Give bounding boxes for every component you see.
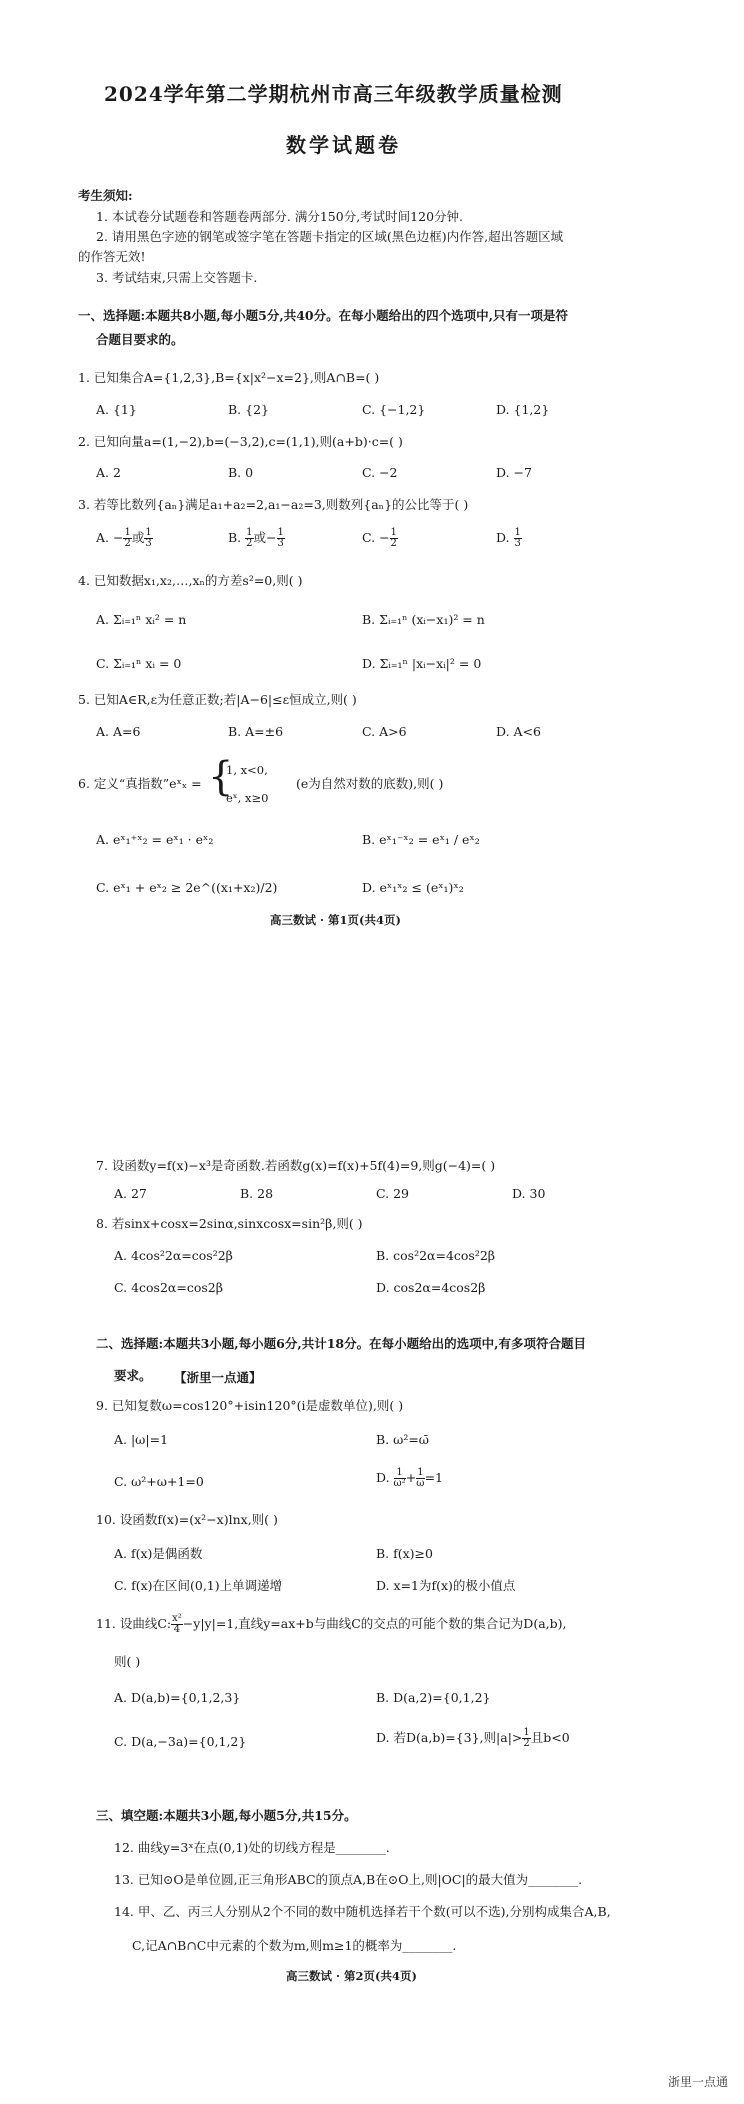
section1-heading-cont: 合题目要求的。 [96, 332, 184, 347]
q3-d-prefix: D. [496, 530, 514, 545]
notice-item: 2. 请用黑色字迹的钢笔或签字笔在答题卡指定的区域(黑色边框)内作答,超出答题区域 [96, 229, 564, 244]
q10-stem: 10. 设函数f(x)=(x²−x)lnx,则( ) [96, 1512, 278, 1527]
fraction [123, 528, 131, 549]
numerator: 1 [277, 527, 284, 538]
q4-option-a: A. Σᵢ₌₁ⁿ xᵢ² = n [96, 612, 187, 627]
q7-option-c: C. 29 [376, 1186, 409, 1201]
q1-option-b: B. {2} [228, 402, 269, 417]
denominator: 4 [173, 1624, 181, 1635]
q5-option-c: C. A>6 [362, 724, 407, 739]
fraction [522, 1728, 530, 1749]
q5-option-d: D. A<6 [496, 724, 541, 739]
denominator: 3 [277, 538, 284, 549]
q1-option-d: D. {1,2} [496, 402, 550, 417]
q11-option-a: A. D(a,b)={0,1,2,3} [114, 1690, 241, 1705]
q3-a-prefix: A. − [96, 530, 124, 545]
q6-option-b: B. eˣ₁⁻ˣ₂ = eˣ₁ / eˣ₂ [362, 832, 480, 847]
page-gap [0, 940, 744, 1170]
q7-option-d: D. 30 [512, 1186, 546, 1201]
numerator: 1 [145, 527, 152, 538]
q11-stem [96, 1614, 566, 1635]
q3-option-a [96, 528, 153, 549]
q9-option-a: A. |ω|=1 [114, 1432, 169, 1447]
numerator: 1 [523, 1727, 530, 1738]
q4-stem: 4. 已知数据x₁,x₂,…,xₙ的方差s²=0,则( ) [78, 573, 303, 588]
q4-option-d: D. Σᵢ₌₁ⁿ |xᵢ−xᵢ|² = 0 [362, 656, 482, 671]
q1-stem: 1. 已知集合A={1,2,3},B={x|x²−x=2},则A∩B=( ) [78, 370, 380, 385]
q3-b-prefix: B. [228, 530, 246, 545]
q9-option-c: C. ω²+ω+1=0 [114, 1474, 204, 1489]
denominator: 3 [145, 538, 152, 549]
denominator: ω [416, 1478, 425, 1489]
q11-stem-prefix: 11. 设曲线C: [96, 1616, 172, 1631]
q7-option-a: A. 27 [114, 1186, 147, 1201]
q6-option-d: D. eˣ₁ˣ₂ ≤ (eˣ₁)ˣ₂ [362, 880, 464, 895]
page-footer: 高三数试 · 第1页(共4页) [270, 913, 401, 927]
denominator: 2 [246, 538, 253, 549]
q9-stem: 9. 已知复数ω=cos120°+isin120°(i是虚数单位),则( ) [96, 1398, 404, 1413]
q3-c-prefix: C. − [362, 530, 390, 545]
denominator: 2 [124, 538, 131, 549]
page-footer: 高三数试 · 第2页(共4页) [286, 1969, 417, 1983]
q11-option-d [376, 1728, 570, 1749]
q2-option-a: A. 2 [96, 465, 121, 480]
numerator: 1 [417, 1467, 424, 1478]
q6-case-2: eˣ, x≥0 [226, 791, 269, 805]
q11-stem-suffix: −y|y|=1,直线y=ax+b与曲线C的交点的可能个数的集合记为D(a,b), [182, 1616, 567, 1631]
numerator: 1 [514, 527, 521, 538]
denominator: 2 [390, 538, 397, 549]
q11-stem-line2: 则( ) [114, 1654, 141, 1669]
q14-stem: 14. 甲、乙、丙三人分别从2个不同的数中随机选择若干个数(可以不选),分别构成集合A,B, [114, 1904, 611, 1919]
numerator: 1 [390, 527, 397, 538]
q10-option-a: A. f(x)是偶函数 [114, 1546, 203, 1561]
q3-a-mid: 或 [131, 530, 145, 545]
section2-heading-cont: 要求。 [114, 1368, 152, 1383]
q9-option-b: B. ω²=ω̄ [376, 1432, 430, 1447]
q11-option-b: B. D(a,2)={0,1,2} [376, 1690, 491, 1705]
denominator: ω² [393, 1478, 406, 1489]
section3-heading: 三、填空题:本题共3小题,每小题5分,共15分。 [96, 1808, 357, 1823]
fraction [277, 528, 285, 549]
q7-stem: 7. 设函数y=f(x)−x³是奇函数.若函数g(x)=f(x)+5f(4)=9,则g(−4)=( ) [96, 1158, 496, 1173]
notice-item: 3. 考试结束,只需上交答题卡. [96, 270, 258, 285]
numerator: 1 [394, 1468, 406, 1479]
q2-stem: 2. 已知向量a=(1,−2),b=(−3,2),c=(1,1),则(a+b)·c=( ) [78, 434, 403, 449]
q6-case-1: 1, x<0, [226, 763, 268, 777]
fraction [514, 528, 522, 549]
q3-stem: 3. 若等比数列{aₙ}满足a₁+a₂=2,a₁−a₂=3,则数列{aₙ}的公比等于( ) [78, 497, 469, 512]
q4-option-b: B. Σᵢ₌₁ⁿ (xᵢ−x₁)² = n [362, 612, 485, 627]
q8-option-b: B. cos²2α=4cos²2β [376, 1248, 496, 1263]
q6-stem-prefix: 6. 定义“真指数”eˣₓ = [78, 776, 202, 791]
q4-option-c: C. Σᵢ₌₁ⁿ xᵢ = 0 [96, 656, 182, 671]
q10-option-b: B. f(x)≥0 [376, 1546, 433, 1561]
stamp-text: 【浙里一点通】 [174, 1370, 262, 1385]
numerator: 1 [246, 527, 253, 538]
q5-stem: 5. 已知A∈R,ε为任意正数;若|A−6|≤ε恒成立,则( ) [78, 692, 357, 707]
numerator: 1 [124, 527, 131, 538]
q1-option-c: C. {−1,2} [362, 402, 426, 417]
q1-option-a: A. {1} [96, 402, 137, 417]
fraction [144, 528, 152, 549]
q2-option-b: B. 0 [228, 465, 254, 480]
q2-option-d: D. −7 [496, 465, 532, 480]
q2-option-c: C. −2 [362, 465, 398, 480]
fraction [416, 1468, 424, 1489]
q6-option-c: C. eˣ₁ + eˣ₂ ≥ 2e^((x₁+x₂)/2) [96, 880, 278, 895]
q6-stem-suffix: (e为自然对数的底数),则( ) [296, 776, 444, 791]
fraction [171, 1614, 183, 1635]
q6-option-a: A. eˣ₁⁺ˣ₂ = eˣ₁ · eˣ₂ [96, 832, 214, 847]
numerator: x² [172, 1613, 182, 1624]
fraction [394, 1468, 406, 1489]
q9-option-d [376, 1468, 443, 1489]
q8-option-a: A. 4cos²2α=cos²2β [114, 1248, 233, 1263]
q12-stem: 12. 曲线y=3ˣ在点(0,1)处的切线方程是________. [114, 1840, 390, 1855]
section1-heading: 一、选择题:本题共8小题,每小题5分,共40分。在每小题给出的四个选项中,只有一项是符 [78, 308, 568, 323]
q10-option-d: D. x=1为f(x)的极小值点 [376, 1578, 516, 1593]
notice-item: 1. 本试卷分试题卷和答题卷两部分. 满分150分,考试时间120分钟. [96, 209, 464, 224]
q7-option-b: B. 28 [240, 1186, 274, 1201]
notice-heading: 考生须知: [78, 188, 133, 203]
q3-b-mid: 或− [253, 530, 277, 545]
q10-option-c: C. f(x)在区间(0,1)上单调递增 [114, 1578, 283, 1593]
notice-item: 的作答无效! [78, 249, 146, 264]
fraction [245, 528, 253, 549]
q9-d-suffix: =1 [424, 1470, 443, 1485]
q14-stem-cont: C,记A∩B∩C中元素的个数为m,则m≥1的概率为________. [132, 1938, 457, 1953]
q11-d-prefix: D. 若D(a,b)={3},则|a|> [376, 1730, 523, 1745]
section2-heading: 二、选择题:本题共3小题,每小题6分,共计18分。在每小题给出的选项中,有多项符合题目 [96, 1336, 586, 1351]
q13-stem: 13. 已知⊙O是单位圆,正三角形ABC的顶点A,B在⊙O上,则|OC|的最大值为________. [114, 1872, 583, 1887]
q3-option-d [496, 528, 522, 549]
q5-option-a: A. A=6 [96, 724, 141, 739]
denominator: 3 [514, 538, 521, 549]
q8-option-d: D. cos2α=4cos2β [376, 1280, 486, 1295]
piecewise-brace: { [208, 754, 234, 800]
fraction [390, 528, 398, 549]
watermark: 浙里一点通 [667, 2075, 728, 2089]
denominator: 2 [523, 1738, 530, 1749]
exam-title: 2024学年第二学期杭州市高三年级教学质量检测 [104, 82, 563, 106]
q5-option-b: B. A=±6 [228, 724, 284, 739]
q8-option-c: C. 4cos2α=cos2β [114, 1280, 223, 1295]
q9-d-prefix: D. [376, 1470, 394, 1485]
q11-option-c: C. D(a,−3a)={0,1,2} [114, 1734, 247, 1749]
exam-subtitle: 数学试题卷 [286, 133, 401, 157]
q9-d-mid: + [405, 1470, 417, 1485]
q8-stem: 8. 若sinx+cosx=2sinα,sinxcosx=sin²β,则( ) [96, 1216, 363, 1231]
q3-option-c [362, 528, 398, 549]
q3-option-b [228, 528, 285, 549]
q11-d-suffix: 且b<0 [530, 1730, 570, 1745]
